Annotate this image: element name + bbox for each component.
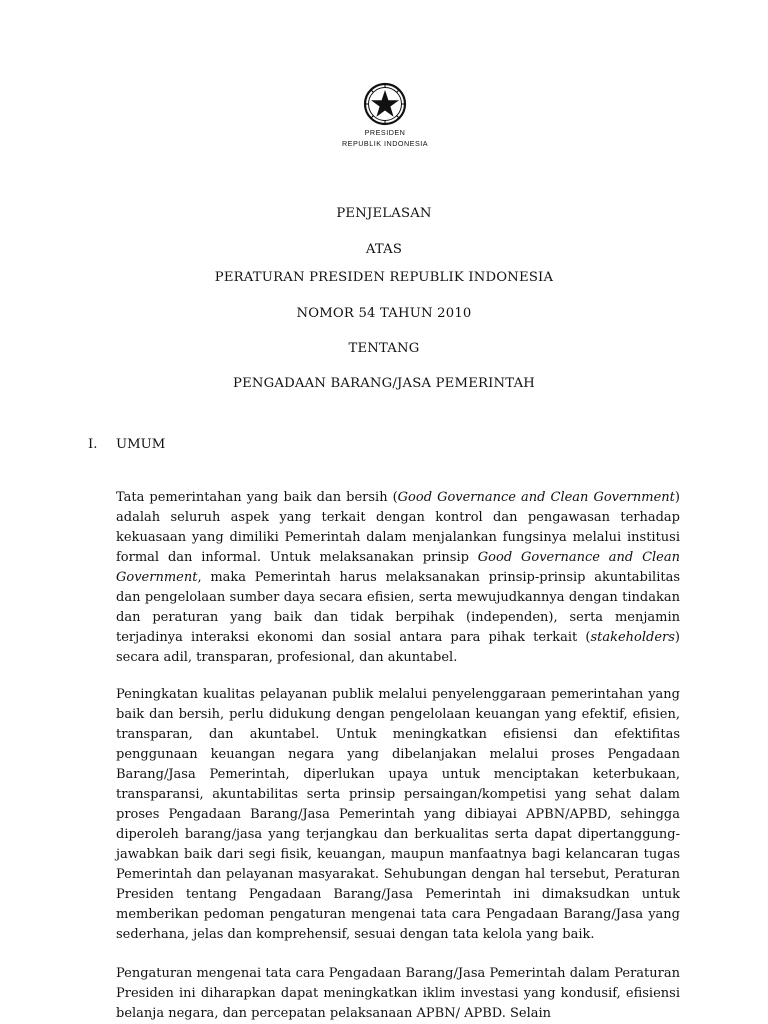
title-number: NOMOR 54 TAHUN 2010 — [296, 306, 472, 321]
section-title: UMUM — [116, 437, 166, 452]
title-subject: PENGADAAN BARANG/JASA PEMERINTAH — [233, 376, 535, 391]
paragraph-3: Pengaturan mengenai tata cara Pengadaan Barang/Jasa Pemerintah dalam Peraturan Presiden ini diharapkan dapat meningkatkan iklim investasi yang kondusif, efisiensi belanja negara, dan percepatan pelaksanaan APBN/ APBD. Selain — [116, 966, 680, 1021]
title-penjelasan: PENJELASAN — [336, 206, 432, 221]
emblem-line-2: REPUBLIK INDONESIA — [341, 139, 429, 148]
paragraph-2: Peningkatan kualitas pelayanan publik melalui penyelenggaraan pemerintahan yang baik dan bersih, perlu didukung dengan pengelolaan keuangan yang efektif, efisien, transparan, dan akuntabel. Untuk meningkatkan efisiensi dan efektifitas penggunaan keuangan negara yang dibelanjakan melalui proses Pengadaan Barang/Jasa Pemerintah, diperlukan upaya untuk menciptakan keterbukaan, transparansi, akuntabilitas serta prinsip persaingan/kompetisi yang sehat dalam proses Pengadaan Barang/Jasa Pemerintah yang dibiayai APBN/APBD, sehingga diperoleh barang/jasa yang terjangkau dan berkualitas serta dapat dipertanggung-jawabkan baik dari segi fisik, keuangan, maupun manfaatnya bagi kelancaran tugas Pemerintah dan pelayanan masyarakat. Sehubungan dengan hal tersebut, Peraturan Presiden tentang Pengadaan Barang/Jasa Pemerintah ini dimaksudkan untuk memberikan pedoman pengaturan mengenai tata cara Pengadaan Barang/Jasa yang sederhana, jelas dan komprehensif, sesuai dengan tata kelola yang baik. — [116, 687, 680, 942]
garuda-star-emblem-icon — [363, 82, 407, 126]
emblem-line-1: PRESIDEN — [364, 128, 406, 137]
title-tentang: TENTANG — [348, 341, 420, 356]
title-regulation: PERATURAN PRESIDEN REPUBLIK INDONESIA — [214, 270, 554, 285]
paragraph-1: Tata pemerintahan yang baik dan bersih (Good Governance and Clean Government) adalah seluruh aspek yang terkait dengan kontrol dan pengawasan terhadap kekuasaan yang dimiliki Pemerintah dalam menjalankan fungsinya melalui institusi formal dan informal. Untuk melaksanakan prinsip Good Governance and Clean Government, maka Pemerintah harus melaksanakan prinsip-prinsip akuntabilitas dan pengelolaan sumber daya secara efisien, serta mewujudkannya dengan tindakan dan peraturan yang baik dan tidak berpihak (independen), serta menjamin terjadinya interaksi ekonomi dan sosial antara para pihak terkait (stakeholders) secara adil, transparan, profesional, dan akuntabel. — [116, 490, 680, 665]
title-atas: ATAS — [365, 242, 403, 257]
section-heading — [88, 437, 165, 452]
section-number: I. — [88, 437, 98, 452]
presidential-emblem — [332, 82, 438, 182]
